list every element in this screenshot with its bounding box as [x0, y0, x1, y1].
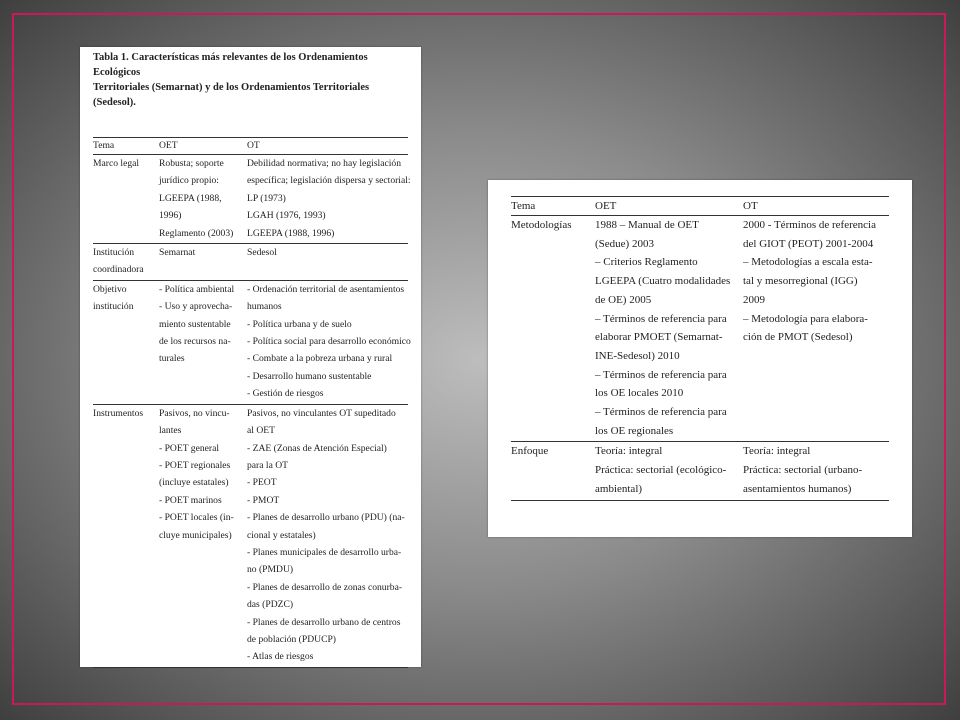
cell-ot [743, 216, 889, 442]
cell-line: - Planes municipales de desarrollo urba- [247, 546, 402, 558]
cell-line: tal y mesorregional (IGG) [743, 275, 858, 288]
cell-line: - Planes de desarrollo de zonas conurba- [247, 581, 403, 593]
header-ot: OT [247, 138, 408, 155]
table-row [511, 442, 889, 500]
table-1-image [80, 47, 421, 667]
cell-line: (Sedue) 2003 [595, 237, 654, 250]
right-table-body [511, 216, 889, 501]
table-row [93, 280, 408, 404]
cell-ot [743, 442, 889, 500]
cell-line: 1988 – Manual de OET [595, 219, 699, 231]
cell-oet [159, 280, 247, 404]
methodology-table [511, 196, 889, 501]
cell-line: específica; legislación dispersa y sectorial: [247, 175, 411, 187]
table-continuation-image [488, 180, 912, 537]
cell-line: – Términos de referencia para [595, 406, 727, 419]
cell-tema [93, 280, 159, 404]
table-row [93, 244, 408, 281]
cell-line: turales [159, 353, 185, 365]
cell-line: 2000 - Términos de referencia [743, 219, 876, 231]
cell-line: al OET [247, 425, 275, 437]
cell-line: Objetivo [93, 283, 127, 295]
header-oet: OET [159, 138, 247, 155]
cell-line: LGEEPA (Cuatro modalidades [595, 275, 731, 288]
cell-line: LP (1973) [247, 192, 286, 204]
cell-line: - PEOT [247, 477, 277, 489]
table-row [93, 404, 408, 667]
cell-line: - POET general [159, 442, 220, 454]
cell-line: Práctica: sectorial (urbano- [743, 464, 863, 477]
cell-line: jurídico propio: [159, 175, 219, 187]
cell-ot [247, 280, 411, 404]
header-oet: OET [595, 197, 743, 216]
cell-line: Sedesol [247, 247, 277, 259]
cell-ot [247, 155, 411, 244]
cell-oet [595, 216, 743, 442]
cell-ot [247, 404, 408, 667]
cell-line: – Metodología para elabora- [743, 312, 868, 325]
cell-line: - Combate a la pobreza urbana y rural [247, 353, 393, 365]
cell-line: LGEEPA (1988, 1996) [247, 227, 335, 239]
cell-tema [93, 155, 159, 244]
cell-line: lantes [159, 425, 182, 437]
cell-line: los OE locales 2010 [595, 387, 684, 400]
cell-line: - POET regionales [159, 459, 231, 471]
caption-line: Territoriales (Semarnat) y de los Ordenamientos Territoriales (Sedesol). [93, 82, 370, 108]
cell-line: - POET marinos [159, 494, 222, 506]
cell-line: coordinadora [93, 264, 144, 276]
cell-line: Semarnat [159, 247, 196, 259]
cell-line: Robusta; soporte [159, 158, 224, 169]
header-row [511, 197, 889, 216]
cell-line: - ZAE (Zonas de Atención Especial) [247, 442, 387, 454]
cell-line: del GIOT (PEOT) 2001-2004 [743, 237, 874, 250]
cell-tema [511, 442, 595, 500]
cell-line: ambiental) [595, 482, 643, 495]
cell-line: Práctica: sectorial (ecológico- [595, 464, 727, 477]
cell-line: Pasivos, no vinculantes OT supeditado [247, 407, 396, 419]
cell-line: - Política ambiental [159, 283, 235, 295]
cell-line: LGEEPA (1988, [159, 192, 222, 204]
table-caption [93, 47, 408, 110]
cell-line: ción de PMOT (Sedesol) [743, 331, 853, 344]
cell-line: - Política social para desarrollo económico [247, 336, 411, 348]
cell-line: institución [93, 301, 134, 313]
cell-line: para la OT [247, 459, 289, 471]
cell-line: de población (PDUCP) [247, 633, 336, 645]
header-row [93, 138, 408, 155]
cell-line: – Metodologías a escala esta- [743, 256, 873, 269]
table-row [511, 216, 889, 442]
cell-line: cluye municipales) [159, 529, 232, 541]
cell-line: 1996) [159, 210, 182, 222]
cell-line: - Ordenación territorial de asentamientos [247, 283, 405, 295]
cell-line: Institución [93, 247, 135, 259]
left-table-body [93, 155, 411, 668]
cell-line: - Planes de desarrollo urbano (PDU) (na- [247, 512, 405, 524]
cell-line: Instrumentos [93, 407, 144, 419]
cell-line: - Gestión de riesgos [247, 388, 324, 400]
cell-oet [595, 442, 743, 500]
cell-line: – Términos de referencia para [595, 368, 727, 381]
header-ot: OT [743, 197, 889, 216]
cell-line: de OE) 2005 [595, 293, 652, 306]
cell-line: Metodologías [511, 219, 572, 231]
cell-line: LGAH (1976, 1993) [247, 210, 326, 222]
cell-line: asentamientos humanos) [743, 482, 852, 495]
cell-line: INE-Sedesol) 2010 [595, 349, 680, 362]
header-tema: Tema [93, 138, 159, 155]
cell-line: cional y estatales) [247, 529, 316, 541]
cell-line: 2009 [743, 293, 765, 306]
cell-tema [93, 244, 159, 281]
cell-line: de los recursos na- [159, 336, 231, 348]
cell-line: humanos [247, 301, 282, 313]
cell-line: no (PMDU) [247, 564, 294, 576]
characteristics-table [93, 137, 411, 668]
cell-tema [93, 404, 159, 667]
cell-line: Debilidad normativa; no hay legislación [247, 158, 401, 169]
cell-line: - PMOT [247, 494, 280, 506]
cell-line: – Términos de referencia para [595, 312, 727, 325]
cell-line: Teoría: integral [595, 445, 663, 458]
cell-line: los OE regionales [595, 424, 674, 437]
cell-oet [159, 244, 247, 281]
cell-line: – Criterios Reglamento [595, 256, 698, 269]
cell-line: Teoría: integral [743, 445, 811, 458]
cell-line: miento sustentable [159, 318, 231, 330]
cell-line: - POET locales (in- [159, 512, 234, 524]
table-row [93, 155, 408, 244]
caption-line: Tabla 1. Características más relevantes de los Ordenamientos Ecológicos [93, 52, 368, 78]
cell-line: - Planes de desarrollo urbano de centros [247, 616, 401, 628]
cell-ot [247, 244, 408, 281]
cell-line: das (PDZC) [247, 599, 294, 611]
cell-line: - Atlas de riesgos [247, 651, 314, 663]
cell-line: Enfoque [511, 445, 549, 458]
cell-line: Reglamento (2003) [159, 227, 234, 239]
cell-oet [159, 155, 247, 244]
cell-line: - Desarrollo humano sustentable [247, 370, 372, 382]
cell-line: Pasivos, no vincu- [159, 407, 230, 419]
cell-line: - Uso y aprovecha- [159, 301, 233, 313]
header-tema: Tema [511, 197, 595, 216]
cell-line: - Política urbana y de suelo [247, 318, 352, 330]
cell-tema [511, 216, 595, 442]
cell-line: (incluye estatales) [159, 477, 229, 489]
cell-oet [159, 404, 247, 667]
cell-line: elaborar PMOET (Semarnat- [595, 331, 723, 344]
cell-line: Marco legal [93, 158, 140, 169]
